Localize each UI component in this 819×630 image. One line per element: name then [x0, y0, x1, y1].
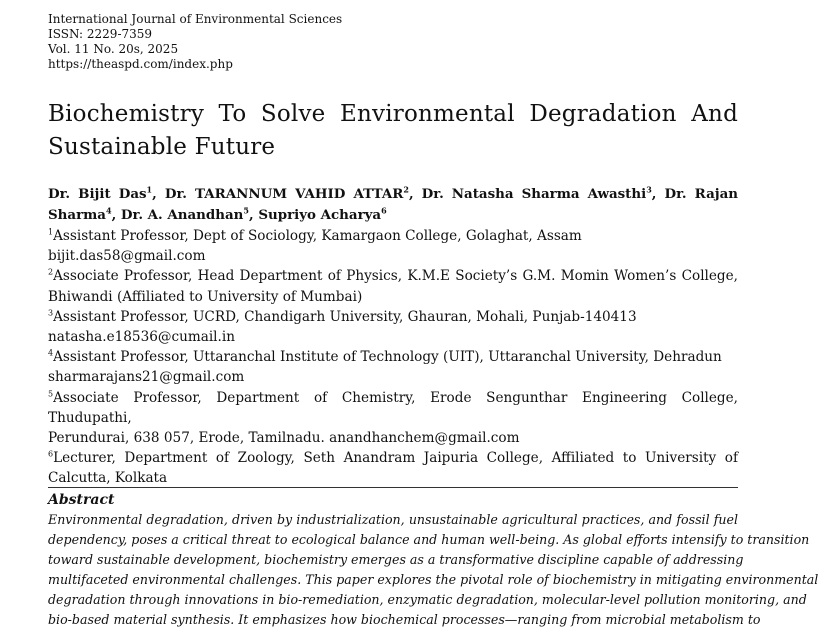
journal-url[interactable]: https://theaspd.com/index.php: [48, 57, 233, 71]
affiliation-2: $^2$Associate Professor, Head Department of Physics, K.M.E Society’s G.M. Momin Women’s College, Bhiwandi (Affiliated to University of Mumbai): [48, 267, 738, 305]
affiliation-4: $^4$Assistant Professor, Uttaranchal Institute of Technology (UIT), Uttaranchal University, Dehradun sharmarajans21@gmail.com: [48, 347, 738, 387]
journal-header: [48, 12, 738, 72]
abstract-line: multifaceted environmental challenges. This paper explores the pivotal role of biochemistry in mitigating environmental: [48, 572, 819, 587]
abstract-body: [48, 510, 819, 630]
paper-title-line-1: Biochemistry To Solve Environmental Degradation And: [48, 101, 738, 127]
abstract-heading: Abstract: [48, 492, 115, 508]
section-divider: [48, 487, 738, 488]
abstract-line: toward sustainable development, biochemistry emerges as a transformative discipline capable of addressing: [48, 552, 744, 567]
journal-issn: ISSN: 2229-7359: [48, 27, 153, 41]
paper-page: [48, 12, 738, 489]
journal-volume: Vol. 11 No. 20s, 2025: [48, 42, 179, 56]
affiliation-3: $^3$Assistant Professor, UCRD, Chandigarh University, Ghauran, Mohali, Punjab-140413 natasha.e18536@cumail.in: [48, 307, 738, 347]
email-link[interactable]: bijit.das58@gmail.com: [48, 248, 206, 265]
author-3: Dr. Natasha Sharma Awasthi$^3$: [421, 184, 652, 202]
author-5: Dr. A. Anandhan$^5$: [120, 205, 249, 223]
email-link[interactable]: natasha.e18536@cumail.in: [48, 329, 235, 346]
author-4-last: Sharma$^4$: [48, 205, 112, 223]
email-link[interactable]: sharmarajans21@gmail.com: [48, 369, 245, 386]
author-6: Supriyo Acharya$^6$: [258, 205, 387, 223]
author-1: Dr. Bijit Das$^1$: [48, 184, 153, 202]
abstract-line: degradation through innovations in bio-remediation, enzymatic degradation, molecular-level pollution monitoring, and: [48, 592, 807, 607]
paper-title-line-2: Sustainable Future: [48, 134, 276, 160]
affiliation-6: $^6$Lecturer, Department of Zoology, Seth Anandram Jaipuria College, Affiliated to University of Calcutta, Kolkata: [48, 449, 738, 487]
journal-name: International Journal of Environmental Sciences: [48, 12, 343, 26]
affiliation-list: [48, 226, 738, 489]
abstract-line: dependency, poses a critical threat to ecological balance and human well-being. As global efforts intensify to transition: [48, 532, 810, 547]
paper-title: [48, 98, 738, 164]
author-2: Dr. TARANNUM VAHID ATTAR$^2$: [164, 184, 409, 202]
abstract-line: Environmental degradation, driven by industrialization, unsustainable agricultural practices, and fossil fuel: [48, 512, 738, 527]
affiliation-1: $^1$Assistant Professor, Dept of Sociology, Kamargaon College, Golaghat, Assam bijit.das58@gmail.com: [48, 226, 738, 266]
author-list: Dr. Bijit Das$^1$, Dr. TARANNUM VAHID ATTAR$^2$, Dr. Natasha Sharma Awasthi$^3$, Dr. Rajan Sharma$^4$, Dr. A. Anandhan$^5$, Supriyo Acharya$^6$: [48, 184, 739, 223]
affiliation-5: $^5$Associate Professor, Department of Chemistry, Erode Sengunthar Engineering College, Thudupathi, Perundurai, 638 057, Erode, Tamilnadu. anandhanchem@gmail.com: [48, 389, 738, 447]
author-4-first: Dr. Rajan: [664, 186, 739, 202]
abstract-section: [48, 490, 819, 630]
abstract-line: bio-based material synthesis. It emphasizes how biochemical processes—ranging from microbial metabolism to: [48, 612, 761, 627]
